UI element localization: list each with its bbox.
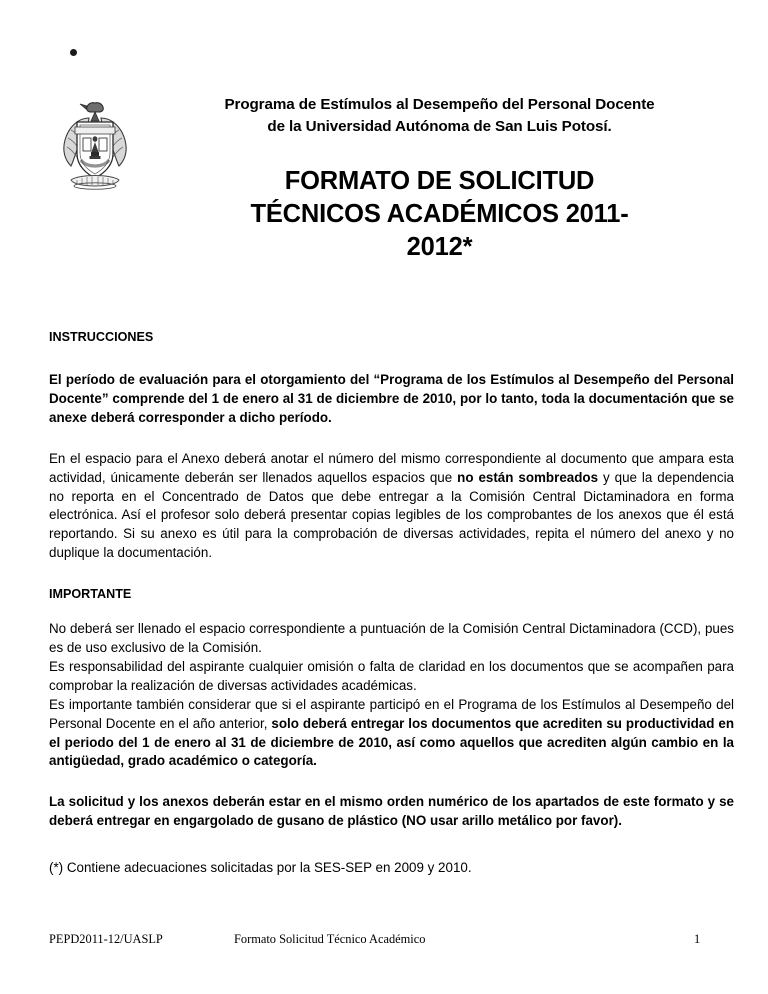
solicitud-paragraph: La solicitud y los anexos deberán estar en el mismo orden numérico de los apartados de este formato y se deberá entregar en engargolado de gusano de plástico (NO usar arillo metálico por favor). bbox=[49, 794, 734, 829]
footnote-text: (*) Contiene adecuaciones solicitadas por la SES-SEP en 2009 y 2010. bbox=[49, 860, 472, 876]
instrucciones-p2-text-a: En el espacio para el Anexo deberá anotar el número del mismo correspondiente al documento que ampara esta actividad, únicamente deberán ser llenados aquellos espacios que bbox=[49, 450, 734, 485]
importante-paragraph-3 bbox=[49, 696, 734, 772]
instrucciones-paragraph-1: El período de evaluación para el otorgamiento del “Programa de los Estímulos al Desempeño del Personal Docente” comprende del 1 de enero al 31 de diciembre de 2010, por lo tanto, toda la documentación que se anexe deberá corresponder a dicho período. bbox=[49, 372, 734, 425]
document-title-line3: 2012* bbox=[406, 233, 473, 262]
footer-document-name: Formato Solicitud Técnico Académico bbox=[234, 932, 426, 946]
heading-importante: IMPORTANTE bbox=[49, 587, 132, 602]
footer-document-code: PEPD2011-12/UASLP bbox=[49, 932, 163, 946]
crest-container bbox=[49, 88, 141, 196]
document-title-line1: FORMATO DE SOLICITUD bbox=[284, 167, 595, 196]
organization-title-line1: Programa de Estímulos al Desempeño del Personal Docente bbox=[224, 96, 655, 113]
heading-instrucciones: INSTRUCCIONES bbox=[49, 330, 154, 344]
footer-page-number: 1 bbox=[694, 932, 701, 946]
masthead-text-block bbox=[141, 88, 734, 265]
document-masthead bbox=[49, 88, 734, 265]
document-body bbox=[49, 330, 734, 878]
document-title bbox=[145, 165, 734, 264]
instrucciones-p2-text-b: y que la dependencia no reporta en el Concentrado de Datos que debe entregar a la Comisión Central Dictaminadora en forma electrónica. Así el profesor solo deberá presentar copias legibles de los comprobantes de los anexos que él está reportando. Si su anexo es útil para la comprobación de diversas actividades, repita el número del anexo y no duplique la documentación. bbox=[49, 469, 734, 561]
organization-title-line2: de la Universidad Autónoma de San Luis Potosí. bbox=[267, 117, 612, 135]
instrucciones-p2-emphasis: no están sombreados bbox=[457, 469, 599, 485]
top-bullet-marker bbox=[70, 49, 77, 56]
organization-title bbox=[145, 94, 734, 137]
document-title-line2: TÉCNICOS ACADÉMICOS 2011- bbox=[250, 200, 629, 229]
importante-paragraph-1: No deberá ser llenado el espacio correspondiente a puntuación de la Comisión Central Dictaminadora (CCD), pues es de uso exclusivo de la Comisión. bbox=[49, 621, 734, 656]
importante-p3-emphasis: solo deberá entregar los documentos que acrediten su productividad en el periodo del 1 de enero al 31 de diciembre de 2010, así como aquellos que acrediten algún cambio en la antigüedad, grado académico o categoría. bbox=[49, 715, 734, 769]
page-footer bbox=[49, 932, 734, 947]
importante-paragraph-2: Es responsabilidad del aspirante cualquier omisión o falta de claridad en los documentos que se acompañen para comprobar la realización de diversas actividades académicas. bbox=[49, 659, 734, 693]
instrucciones-paragraph-2 bbox=[49, 450, 734, 563]
importante-p3-text-a: Es importante también considerar que si el aspirante participó en el Programa de los Estímulos al Desempeño del Personal Docente en el año anterior, bbox=[49, 696, 734, 731]
uaslp-coat-of-arms-icon bbox=[53, 96, 137, 196]
